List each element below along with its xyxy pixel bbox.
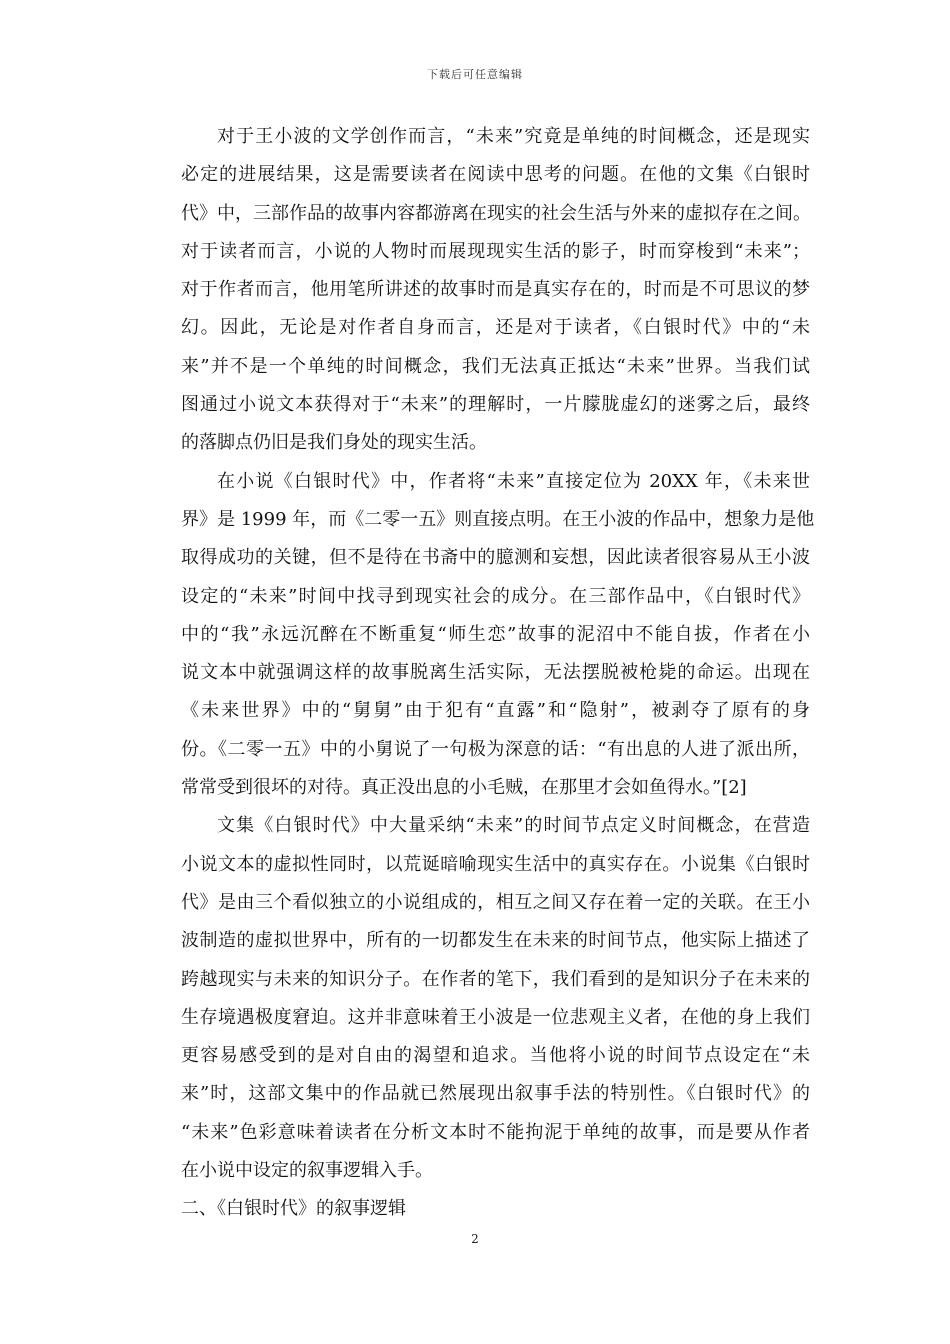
- paragraph-line: 对于作者而言，他用笔所讲述的故事时而是真实存在的，时而是不可思议的梦: [181, 279, 810, 301]
- paragraph-3: [145, 807, 810, 1190]
- paragraph-line: 来”并不是一个单纯的时间概念，我们无法真正抵达“未来”世界。当我们试: [181, 355, 810, 377]
- section-heading: 二、《白银时代》的叙事逻辑: [181, 1198, 406, 1220]
- paragraph-line: 更容易感受到的是对自由的渴望和追求。当他将小说的时间节点设定在“未: [181, 1045, 810, 1067]
- paragraph-2: [145, 463, 815, 808]
- paragraph-1: [145, 118, 810, 463]
- paragraph-line: 幻。因此，无论是对作者自身而言，还是对于读者，《白银时代》中的“未: [181, 317, 810, 339]
- paragraph-line: 的落脚点仍旧是我们身处的现实生活。: [181, 432, 487, 454]
- paragraph-line: 文集《白银时代》中大量采纳“未来”的时间节点定义时间概念，在营造: [217, 815, 810, 837]
- paragraph-line: 中的“我”永远沉醉在不断重复“师生恋”故事的泥沼中不能自拔，作者在小: [181, 623, 810, 645]
- paragraph-line: 必定的进展结果，这是需要读者在阅读中思考的问题。在他的文集《白银时: [181, 164, 810, 186]
- paragraph-line: 说文本中就强调这样的故事脱离生活实际，无法摆脱被枪毙的命运。出现在: [181, 662, 810, 684]
- paragraph-line: 界》是 1999 年，而《二零一五》则直接点明。在王小波的作品中，想象力是他: [181, 508, 815, 530]
- paragraph-line: 跨越现实与未来的知识分子。在作者的笔下，我们看到的是知识分子在未来的: [181, 968, 810, 990]
- document-body: [145, 118, 815, 1229]
- paragraph-line: “未来”色彩意味着读者在分析文本时不能拘泥于单纯的故事，而是要从作者: [181, 1121, 810, 1143]
- paragraph-line: 份。《二零一五》中的小舅说了一句极为深意的话：“有出息的人进了派出所，: [181, 738, 810, 760]
- paragraph-line: 设定的“未来”时间中找寻到现实社会的成分。在三部作品中，《白银时代》: [181, 585, 810, 607]
- paragraph-line: 图通过小说文本获得对于“未来”的理解时，一片朦胧虚幻的迷雾之后，最终: [181, 394, 810, 416]
- paragraph-line: 常常受到很坏的对待。真正没出息的小毛贼，在那里才会如鱼得水。”[2]: [181, 777, 747, 799]
- paragraph-line: 小说文本的虚拟性同时，以荒诞暗喻现实生活中的真实存在。小说集《白银时: [181, 853, 810, 875]
- paragraph-line: 对于读者而言，小说的人物时而展现现实生活的影子，时而穿梭到“未来”；: [181, 240, 810, 262]
- paragraph-line: 取得成功的关键，但不是待在书斋中的臆测和妄想，因此读者很容易从王小波: [181, 547, 810, 569]
- page-number: 2: [471, 1232, 479, 1246]
- paragraph-line: 代》中，三部作品的故事内容都游离在现实的社会生活与外来的虚拟存在之间。: [181, 202, 811, 224]
- paragraph-line: 对于王小波的文学创作而言，“未来”究竟是单纯的时间概念，还是现实: [217, 126, 810, 147]
- paragraph-line: 生存境遇极度窘迫。这并非意味着王小波是一位悲观主义者，在他的身上我们: [181, 1006, 810, 1028]
- paragraph-line: 在小说中设定的叙事逻辑入手。: [181, 1160, 433, 1182]
- page-header-note: 下载后可任意编辑: [427, 68, 523, 81]
- paragraph-line: 《未来世界》中的“舅舅”由于犯有“直露”和“隐射”，被剥夺了原有的身: [181, 700, 810, 722]
- paragraph-line: 来”时，这部文集中的作品就已然展现出叙事手法的特别性。《白银时代》的: [181, 1083, 810, 1105]
- paragraph-line: 代》是由三个看似独立的小说组成的，相互之间又存在着一定的关联。在王小: [181, 891, 810, 913]
- paragraph-line: 波制造的虚拟世界中，所有的一切都发生在未来的时间节点，他实际上描述了: [181, 930, 810, 952]
- paragraph-line: 在小说《白银时代》中，作者将“未来”直接定位为 20XX 年，《未来世: [217, 470, 810, 492]
